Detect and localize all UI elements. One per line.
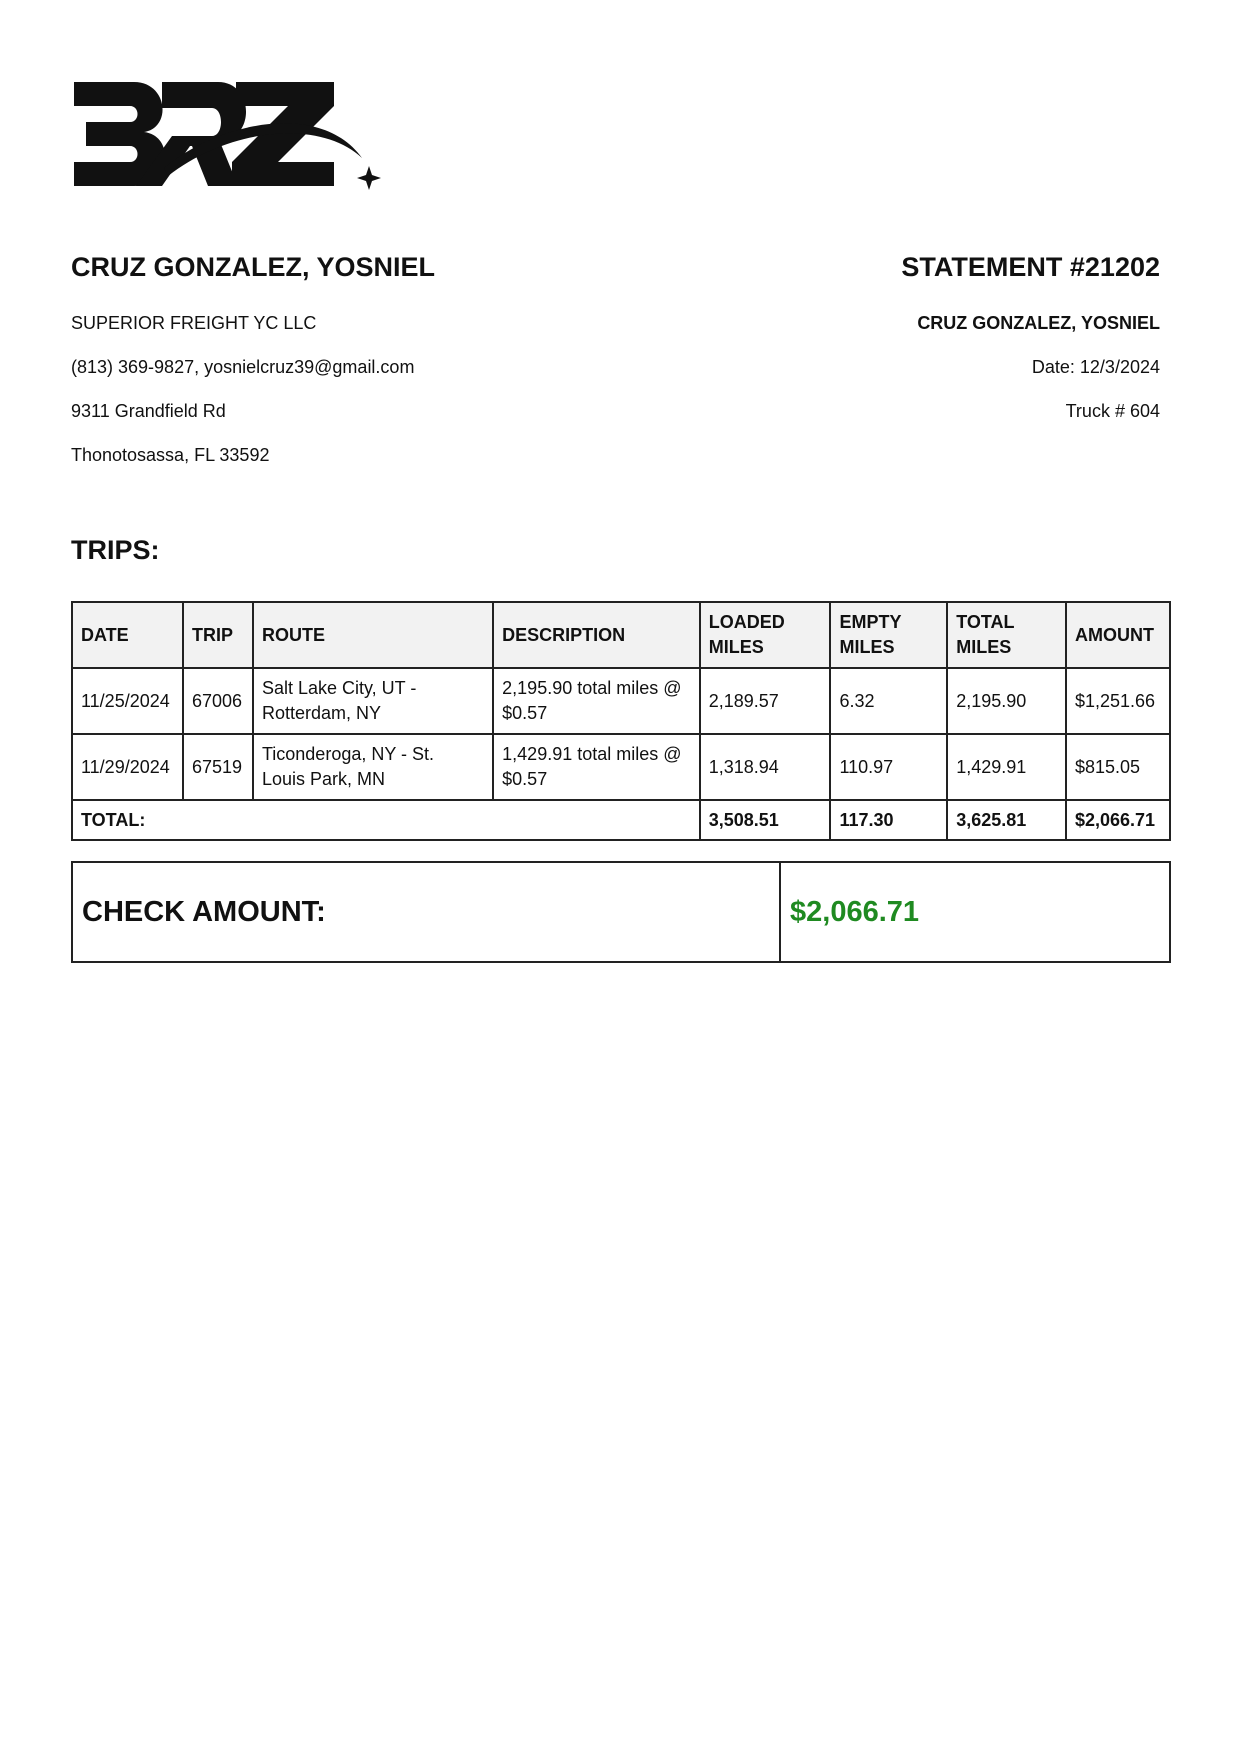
cell-date: 11/29/2024 — [72, 734, 183, 800]
logo-star — [357, 166, 381, 190]
header-text: MILES — [956, 637, 1012, 657]
cell-description — [493, 734, 700, 800]
route-line: Rotterdam, NY — [261, 703, 381, 723]
trips-table — [71, 601, 1171, 841]
statement-date: Date: 12/3/2024 — [1031, 357, 1160, 377]
check-amount-box — [71, 861, 1171, 963]
driver-address-line2: Thonotosassa, FL 33592 — [71, 445, 270, 465]
cell-total-miles: 2,195.90 — [947, 668, 1066, 734]
col-header-date: DATE — [72, 602, 183, 668]
total-amount: $2,066.71 — [1066, 800, 1170, 840]
cell-trip: 67006 — [183, 668, 253, 734]
route-line: Louis Park, MN — [261, 769, 385, 789]
col-header-description: DESCRIPTION — [493, 602, 700, 668]
cell-route — [253, 734, 493, 800]
header-text: MILES — [708, 637, 764, 657]
col-header-loaded-miles — [700, 602, 831, 668]
check-row — [72, 862, 1170, 962]
driver-address-line1: 9311 Grandfield Rd — [71, 401, 226, 421]
cell-empty-miles: 6.32 — [830, 668, 947, 734]
header-text: LOADED — [708, 612, 785, 632]
col-header-trip: TRIP — [183, 602, 253, 668]
total-loaded-miles: 3,508.51 — [700, 800, 831, 840]
total-total-miles: 3,625.81 — [947, 800, 1066, 840]
cell-trip: 67519 — [183, 734, 253, 800]
cell-description — [493, 668, 700, 734]
trips-heading: TRIPS: — [71, 535, 160, 565]
total-empty-miles: 117.30 — [830, 800, 947, 840]
table-header-row — [72, 602, 1170, 668]
table-row — [72, 668, 1170, 734]
cell-total-miles: 1,429.91 — [947, 734, 1066, 800]
col-header-total-miles — [947, 602, 1066, 668]
cell-date: 11/25/2024 — [72, 668, 183, 734]
driver-company: SUPERIOR FREIGHT YC LLC — [71, 313, 317, 333]
col-header-route: ROUTE — [253, 602, 493, 668]
statement-truck: Truck # 604 — [1065, 401, 1160, 421]
description-line: $0.57 — [502, 703, 548, 723]
route-line: Salt Lake City, UT - — [261, 678, 417, 698]
check-amount-label: CHECK AMOUNT: — [72, 862, 780, 962]
col-header-amount: AMOUNT — [1066, 602, 1170, 668]
statement-driver-name: CRUZ GONZALEZ, YOSNIEL — [917, 313, 1160, 333]
cell-loaded-miles: 2,189.57 — [700, 668, 831, 734]
cell-amount: $815.05 — [1066, 734, 1170, 800]
cell-route — [253, 668, 493, 734]
statement-title: STATEMENT #21202 — [901, 252, 1160, 282]
route-line: Ticonderoga, NY - St. — [261, 744, 435, 764]
cell-loaded-miles: 1,318.94 — [700, 734, 831, 800]
header-text: EMPTY — [839, 612, 902, 632]
table-row — [72, 734, 1170, 800]
table-total-row — [72, 800, 1170, 840]
total-label: TOTAL: — [72, 800, 700, 840]
description-line: 1,429.91 total miles @ — [502, 744, 682, 764]
header-text: MILES — [839, 637, 895, 657]
description-line: $0.57 — [502, 769, 548, 789]
header-text: TOTAL — [956, 612, 1015, 632]
cell-amount: $1,251.66 — [1066, 668, 1170, 734]
company-logo — [72, 80, 382, 192]
driver-name-heading: CRUZ GONZALEZ, YOSNIEL — [71, 252, 436, 282]
description-line: 2,195.90 total miles @ — [502, 678, 682, 698]
driver-contact: (813) 369-9827, yosnielcruz39@gmail.com — [71, 357, 415, 377]
cell-empty-miles: 110.97 — [830, 734, 947, 800]
check-amount-value: $2,066.71 — [780, 862, 1170, 962]
col-header-empty-miles — [830, 602, 947, 668]
